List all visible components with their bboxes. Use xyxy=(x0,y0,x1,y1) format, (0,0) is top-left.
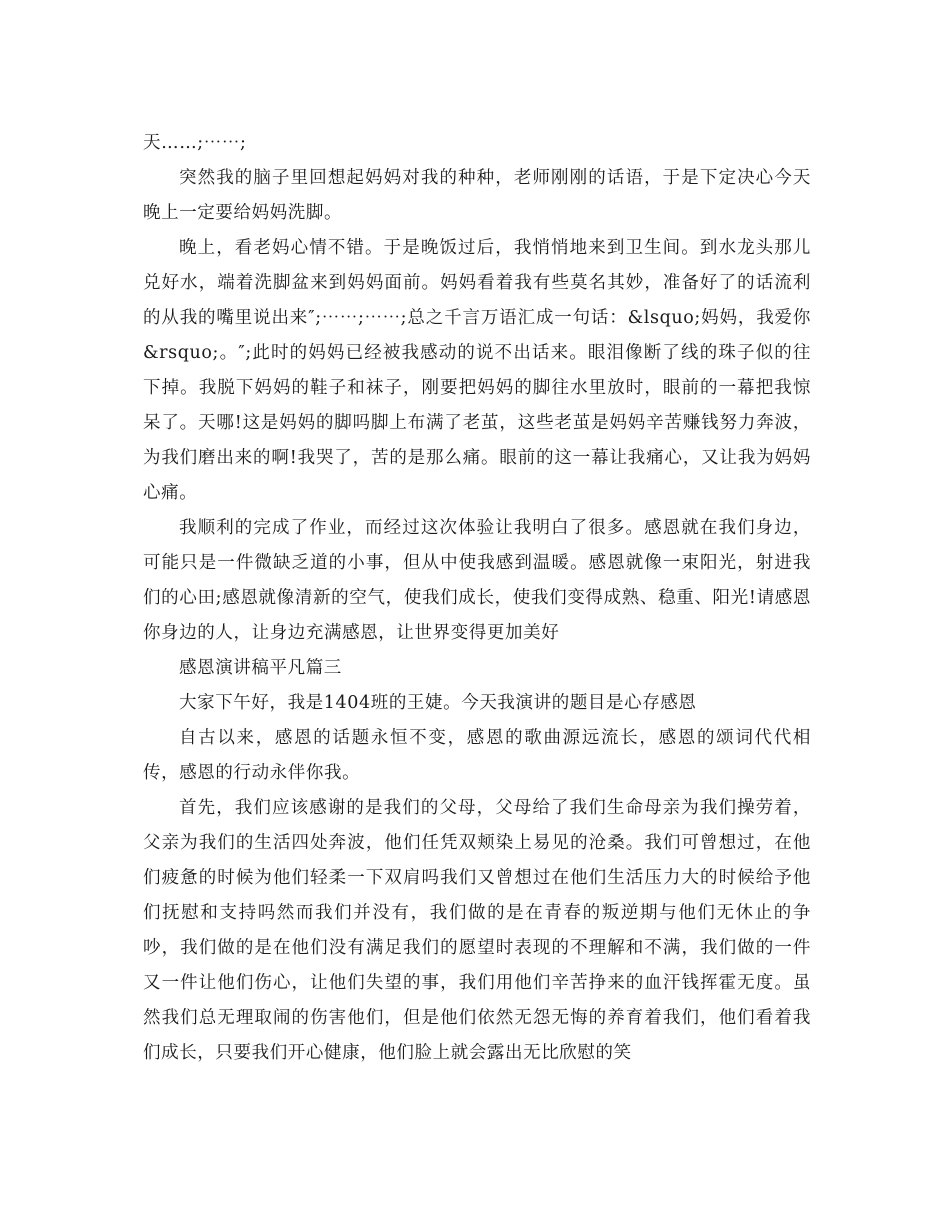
paragraph: 我顺利的完成了作业，而经过这次体验让我明白了很多。感恩就在我们身边，可能只是一件微缺乏道的小事，但从中使我感到温暖。感恩就像一束阳光，射进我们的心田;感恩就像清新的空气，使我们成长，使我们变得成熟、稳重、阳光!请感恩你身边的人，让身边充满感恩，让世界变得更加美好 xyxy=(143,518,811,643)
paragraph: 大家下午好，我是1404班的王婕。今天我演讲的题目是心存感恩 xyxy=(179,693,697,713)
paragraph: 突然我的脑子里回想起妈妈对我的种种，老师刚刚的话语，于是下定决心今天晚上一定要给妈妈洗脚。 xyxy=(143,168,811,223)
document-body xyxy=(143,126,811,1071)
paragraph: 晚上，看老妈心情不错。于是晚饭过后，我悄悄地来到卫生间。到水龙头那儿兑好水，端着洗脚盆来到妈妈面前。妈妈看着我有些莫名其妙，准备好了的话流利的从我的嘴里说出来″;⋯⋯;⋯⋯;总之千言万语汇成一句话：&lsquo;妈妈，我爱你&rsquo;。″;此时的妈妈已经被我感动的说不出话来。眼泪像断了线的珠子似的往下掉。我脱下妈妈的鞋子和袜子，刚要把妈妈的脚往水里放时，眼前的一幕把我惊呆了。天哪!这是妈妈的脚吗脚上布满了老茧，这些老茧是妈妈辛苦赚钱努力奔波，为我们磨出来的啊!我哭了，苦的是那么痛。眼前的这一幕让我痛心，又让我为妈妈心痛。 xyxy=(143,238,811,503)
paragraph: 首先，我们应该感谢的是我们的父母，父母给了我们生命母亲为我们操劳着，父亲为我们的生活四处奔波，他们任凭双颊染上易见的沧桑。我们可曾想过，在他们疲惫的时候为他们轻柔一下双肩吗我们又曾想过在他们生活压力大的时候给予他们抚慰和支持吗然而我们并没有，我们做的是在青春的叛逆期与他们无休止的争吵，我们做的是在他们没有满足我们的愿望时表现的不理解和不满，我们做的一件又一件让他们伤心，让他们失望的事，我们用他们辛苦挣来的血汗钱挥霍无度。虽然我们总无理取闹的伤害他们，但是他们依然无怨无悔的养育着我们，他们看着我们成长，只要我们开心健康，他们脸上就会露出无比欣慰的笑 xyxy=(143,798,811,1063)
paragraph-continuation: 天……;⋯⋯; xyxy=(143,133,247,153)
section-title: 感恩演讲稿平凡篇三 xyxy=(179,658,342,678)
paragraph: 自古以来，感恩的话题永恒不变，感恩的歌曲源远流长，感恩的颂词代代相传，感恩的行动永伴你我。 xyxy=(143,728,811,783)
